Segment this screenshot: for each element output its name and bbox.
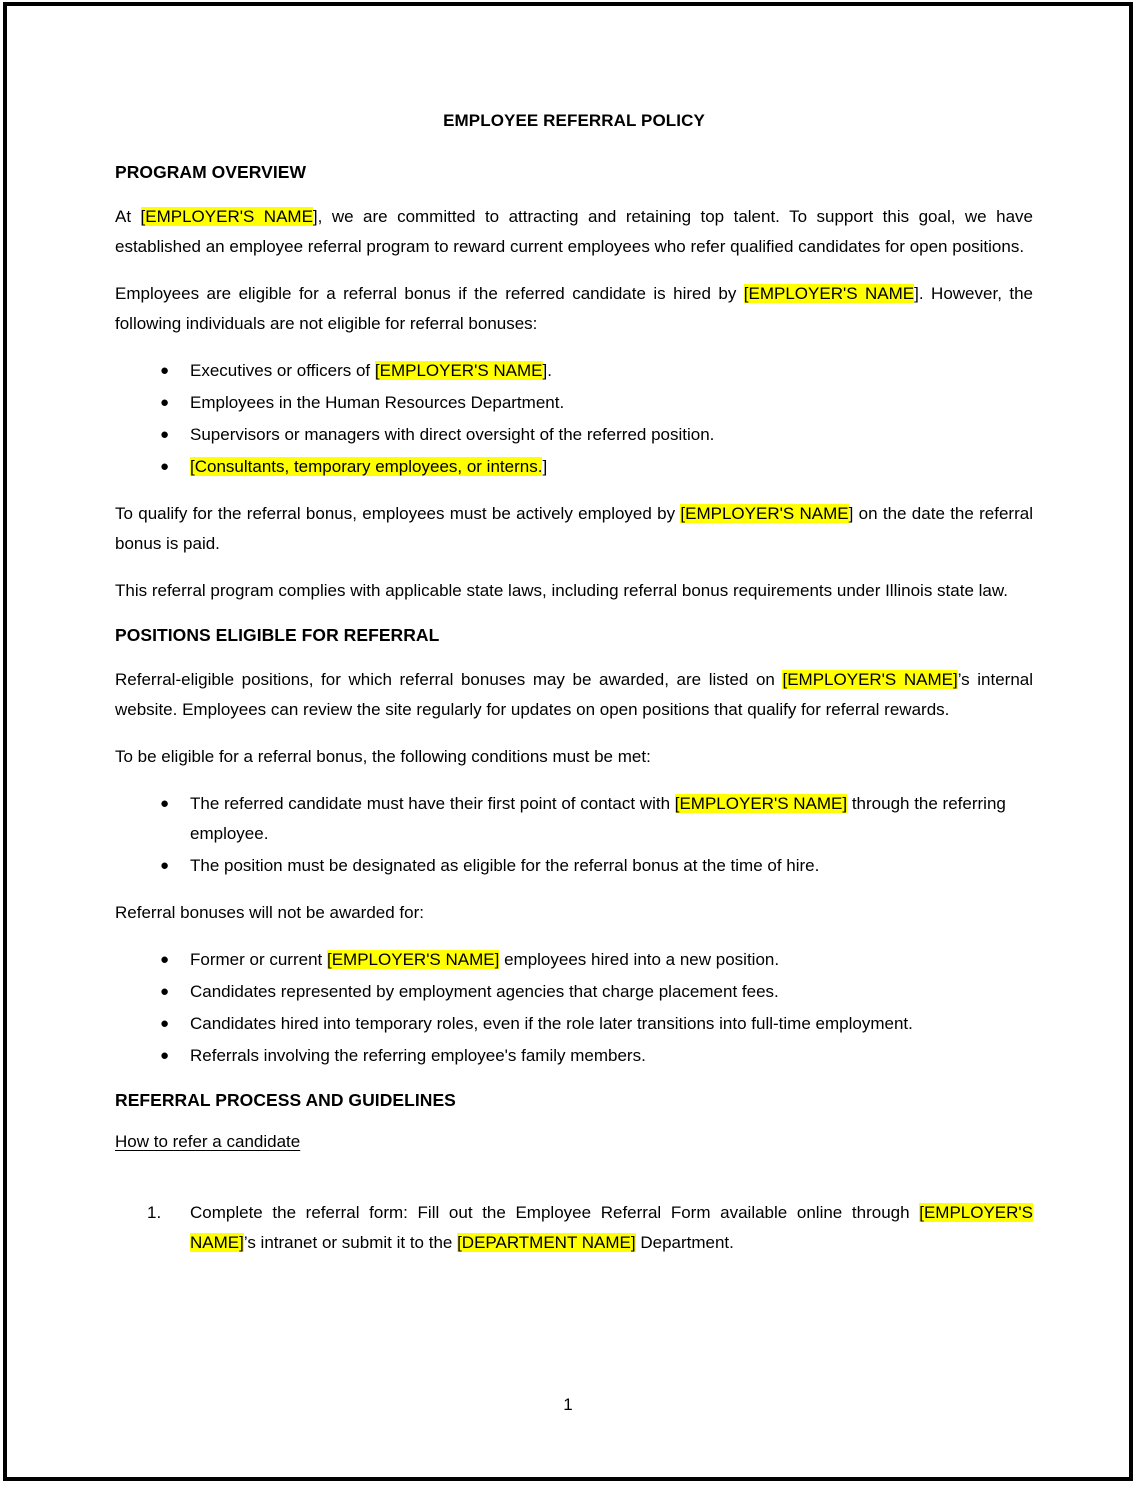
paragraph-overview-intro — [115, 202, 1033, 262]
bracket-close: ] — [312, 207, 318, 226]
list-item — [115, 356, 1033, 386]
bracket-open: [ — [680, 504, 686, 523]
bullet-icon: ● — [160, 983, 170, 1000]
text-run: Supervisors or managers with direct oversight of the referred position. — [190, 425, 715, 444]
list-item — [115, 1198, 1033, 1258]
list-item — [115, 1009, 1033, 1039]
text-run: At — [115, 207, 141, 226]
list-item — [115, 452, 1033, 482]
paragraph-not-awarded-intro: Referral bonuses will not be awarded for: — [115, 903, 424, 922]
text-run: ’s internal website. Employees can review the site regularly for updates on open positions that qualify for referral rewards. — [115, 670, 1034, 719]
list-item — [115, 977, 1033, 1007]
text-run: through the referring employee. — [190, 794, 1006, 843]
list-item — [115, 789, 1033, 849]
section-heading-program-overview: PROGRAM OVERVIEW — [115, 162, 307, 182]
highlight-employer-name — [744, 284, 914, 303]
page-number: 1 — [563, 1395, 573, 1414]
text-run: Employees in the Human Resources Department. — [190, 393, 565, 412]
list-item — [115, 420, 1033, 450]
highlight-consultants: [Consultants, temporary employees, or interns. — [190, 457, 543, 476]
highlight-employer-name — [141, 207, 313, 226]
bullet-list-ineligible — [115, 356, 1033, 482]
text-run: Referrals involving the referring employee's family members. — [190, 1046, 646, 1065]
placeholder-text: EMPLOYER'S NAME — [331, 950, 495, 969]
document-page — [3, 2, 1133, 1481]
text-run: ’s intranet or submit it to the — [243, 1233, 458, 1252]
text-run: The referred candidate must have their first point of contact with — [190, 794, 675, 813]
list-item — [115, 1041, 1033, 1071]
paragraph-eligibility — [115, 279, 1033, 339]
section-heading-positions-eligible: POSITIONS ELIGIBLE FOR REFERRAL — [115, 625, 440, 645]
bracket-close: ] — [848, 504, 854, 523]
document-title: EMPLOYEE REFERRAL POLICY — [443, 111, 705, 130]
paragraph-conditions-intro: To be eligible for a referral bonus, the following conditions must be met: — [115, 747, 651, 766]
text-run: employees hired into a new position. — [499, 950, 780, 969]
highlight-employer-name — [327, 950, 499, 969]
list-number: 1. — [147, 1203, 162, 1222]
bullet-icon: ● — [160, 1015, 170, 1032]
bracket-open: [ — [140, 207, 146, 226]
highlight-employer-name: [EMPLOYER'S NAME] — [190, 1203, 1033, 1252]
text-run: . However, the following individuals are not eligible for referral bonuses: — [115, 284, 1033, 333]
text-run: To qualify for the referral bonus, employees must be actively employed by — [115, 504, 681, 523]
placeholder-text: EMPLOYER'S NAME — [379, 361, 543, 380]
bracket-close: ] — [914, 284, 919, 303]
placeholder-text: EMPLOYER'S NAME — [685, 504, 849, 523]
highlight-employer-name: [EMPLOYER'S NAME] — [782, 670, 958, 689]
bullet-list-conditions — [115, 789, 1033, 881]
text-run: on the date the referral bonus is paid. — [115, 504, 1033, 553]
bullet-icon: ● — [160, 426, 170, 443]
text-run: Department. — [635, 1233, 734, 1252]
bullet-icon: ● — [160, 458, 170, 475]
bracket-close: ] — [494, 950, 500, 969]
text-run: . — [547, 361, 552, 380]
bullet-icon: ● — [160, 795, 170, 812]
bracket-open: [ — [743, 284, 749, 303]
placeholder-text: EMPLOYER'S NAME — [145, 207, 313, 226]
document-body — [115, 110, 1033, 1275]
text-run: Complete the referral form: Fill out the Employee Referral Form available online through — [190, 1203, 920, 1222]
sub-heading-wrapper — [115, 1130, 1033, 1176]
bracket-open: [ — [326, 950, 332, 969]
highlight-employer-name — [680, 504, 848, 523]
paragraph-qualify — [115, 499, 1033, 559]
placeholder-text: EMPLOYER'S NAME — [748, 284, 915, 303]
sub-heading-how-to-refer: How to refer a candidate — [115, 1132, 301, 1151]
text-run: Former or current — [190, 950, 327, 969]
bullet-icon: ● — [160, 951, 170, 968]
bullet-icon: ● — [160, 394, 170, 411]
highlight-department-name: [DEPARTMENT NAME] — [457, 1233, 636, 1252]
text-run: Referral-eligible positions, for which referral bonuses may be awarded, are listed on — [115, 670, 783, 689]
paragraph-state-law: This referral program complies with applicable state laws, including referral bonus requirements under Illinois state law. — [115, 581, 1008, 600]
bullet-list-exclusions — [115, 945, 1033, 1071]
bracket-close: ] — [542, 361, 548, 380]
bracket-close: ] — [542, 457, 548, 476]
text-run: , we are committed to attracting and retaining top talent. To support this goal, we have established an employee referral program to reward current employees who refer qualified candidates for open positions. — [115, 207, 1033, 256]
highlight-employer-name: [EMPLOYER'S NAME] — [674, 794, 848, 813]
bracket-open: [ — [374, 361, 380, 380]
text-run: The position must be designated as eligible for the referral bonus at the time of hire. — [190, 856, 820, 875]
bullet-icon: ● — [160, 857, 170, 874]
highlight-employer-name — [375, 361, 543, 380]
list-item — [115, 851, 1033, 881]
list-item — [115, 388, 1033, 418]
bullet-icon: ● — [160, 1047, 170, 1064]
numbered-list-how-to-refer — [115, 1198, 1033, 1258]
bullet-icon: ● — [160, 362, 170, 379]
text-run: Employees are eligible for a referral bonus if the referred candidate is hired by — [115, 284, 744, 303]
section-heading-referral-process: REFERRAL PROCESS AND GUIDELINES — [115, 1090, 456, 1110]
text-run: Candidates hired into temporary roles, even if the role later transitions into full-time employment. — [190, 1014, 913, 1033]
text-run: Executives or officers of — [190, 361, 375, 380]
text-run: Candidates represented by employment agencies that charge placement fees. — [190, 982, 779, 1001]
paragraph-positions-listed — [115, 665, 1033, 725]
list-item — [115, 945, 1033, 975]
